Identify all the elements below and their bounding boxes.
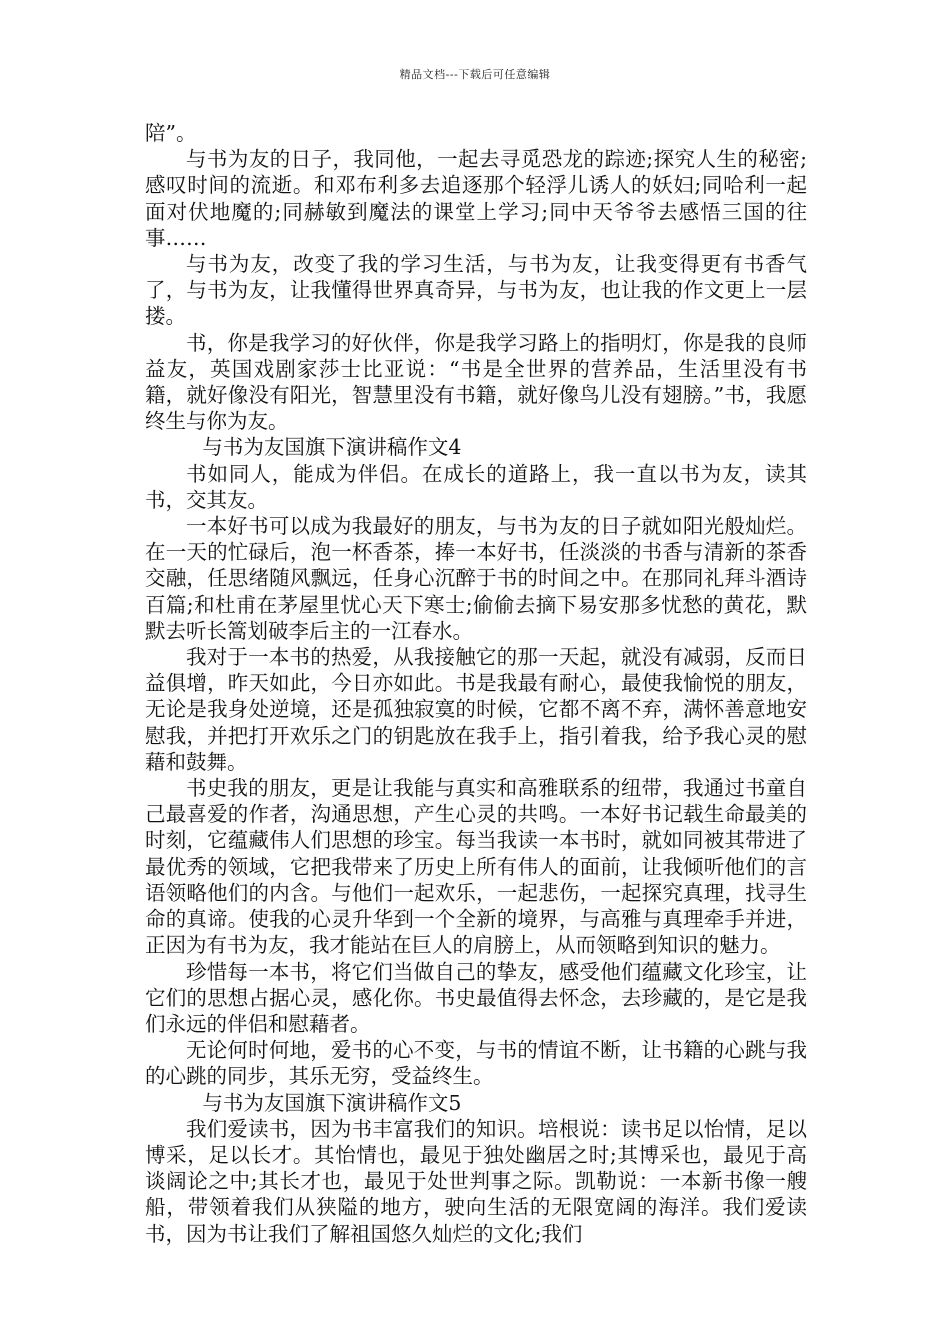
paragraph: 无论何时何地，爱书的心不变，与书的情谊不断，让书籍的心跳与我的心跳的同步，其乐无穷，受益终生。	[145, 1038, 807, 1089]
paragraph: 书如同人，能成为伴侣。在成长的道路上，我一直以书为友，读其书，交其友。	[145, 461, 807, 512]
paragraph: 珍惜每一本书，将它们当做自己的挚友，感受他们蕴藏文化珍宝，让它们的思想占据心灵，感化你。书史最值得去怀念，去珍藏的，是它是我们永远的伴侣和慰藉者。	[145, 959, 807, 1036]
paragraph: 我们爱读书，因为书丰富我们的知识。培根说：读书足以怡情，足以博采，足以长才。其怡情也，最见于独处幽居之时;其博采也，最见于高谈阔论之中;其长才也，最见于处世判事之际。凯勒说：一本新书像一艘船，带领着我们从狭隘的地方，驶向生活的无限宽阔的海洋。我们爱读书，因为书让我们了解祖国悠久灿烂的文化;我们	[145, 1116, 807, 1246]
paragraph: 书史我的朋友，更是让我能与真实和高雅联系的纽带，我通过书童自己最喜爱的作者，沟通思想，产生心灵的共鸣。一本好书记载生命最美的时刻，它蕴藏伟人们思想的珍宝。每当我读一本书时，就如同被其带进了最优秀的领域，它把我带来了历史上所有伟人的面前，让我倾听他们的言语领略他们的内含。与他们一起欢乐，一起悲伤，一起探究真理，找寻生命的真谛。使我的心灵升华到一个全新的境界，与高雅与真理牵手并进，正因为有书为友，我才能站在巨人的肩膀上，从而领略到知识的魅力。	[145, 776, 807, 958]
section-heading: 与书为友国旗下演讲稿作文4	[202, 435, 462, 460]
section-heading: 与书为友国旗下演讲稿作文5	[202, 1090, 462, 1115]
paragraph: 陪”。	[145, 121, 197, 145]
paragraph: 我对于一本书的热爱，从我接触它的那一天起，就没有减弱，反而日益俱增，昨天如此，今日亦如此。书是我最有耐心，最使我愉悦的朋友，无论是我身处逆境，还是孤独寂寞的时候，它都不离不弃，满怀善意地安慰我，并把打开欢乐之门的钥匙放在我手上，指引着我，给予我心灵的慰藉和鼓舞。	[145, 645, 807, 774]
page-header: 精品文档---下载后可任意编辑	[399, 68, 551, 81]
paragraph: 书，你是我学习的好伙伴，你是我学习路上的指明灯，你是我的良师益友，英国戏剧家莎士比亚说：“书是全世界的营养品，生活里没有书籍，就好像没有阳光，智慧里没有书籍，就好像鸟儿没有翅膀。”书，我愿终生与你为友。	[145, 330, 807, 434]
paragraph: 与书为友的日子，我同他，一起去寻觅恐龙的踪迹;探究人生的秘密;感叹时间的流逝。和邓布利多去追逐那个轻浮儿诱人的妖妇;同哈利一起面对伏地魔的;同赫敏到魔法的课堂上学习;同中天爷爷去感悟三国的往事……	[145, 147, 807, 250]
paragraph: 一本好书可以成为我最好的朋友，与书为友的日子就如阳光般灿烂。在一天的忙碌后，泡一杯香茶，捧一本好书，任淡淡的书香与清新的茶香交融，任思绪随风飘远，任身心沉醉于书的时间之中。在那同礼拜斗酒诗百篇;和杜甫在茅屋里忧心天下寒士;偷偷去摘下易安那多忧愁的黄花，默默去听长篙划破李后主的一江春水。	[145, 514, 807, 643]
paragraph: 与书为友，改变了我的学习生活，与书为友，让我变得更有书香气了，与书为友，让我懂得世界真奇异，与书为友，也让我的作文更上一层搂。	[145, 252, 807, 329]
document-body	[145, 120, 807, 1247]
